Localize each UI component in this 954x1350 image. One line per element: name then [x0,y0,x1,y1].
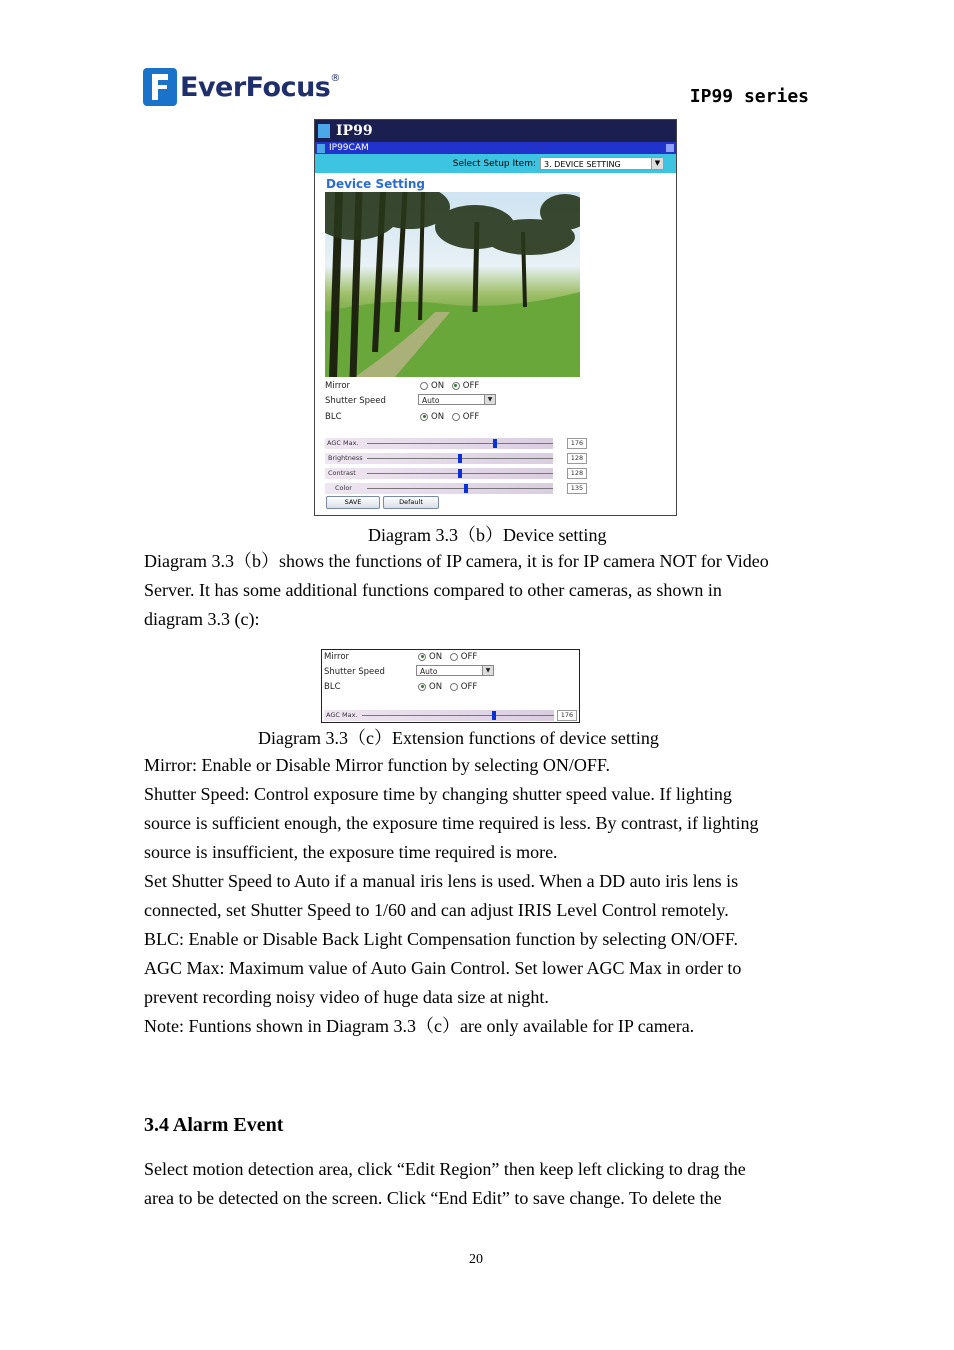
slider-label: AGC Max. [327,439,359,447]
app-title-bar [315,120,676,142]
series-title: IP99 series [689,86,809,107]
mirror-label: Mirror [325,381,351,391]
shutter-speed-select[interactable] [418,394,496,405]
camera-name: IP99CAM [329,143,369,153]
paragraph-2-line: prevent recording noisy video of huge data size at night. [144,987,549,1007]
slider-label: Color [335,484,352,492]
paragraph-2-line: BLC: Enable or Disable Back Light Compensation function by selecting ON/OFF. [144,929,738,949]
park-trees-image [325,192,580,377]
mirror-radio-group [420,381,479,391]
setup-item-value: 3. DEVICE SETTING [544,160,621,169]
blc-off-radio[interactable] [450,683,458,691]
logo-text: EverFocus [180,71,331,103]
slider-label: Brightness [328,454,363,462]
caption-diagram-3-3b: Diagram 3.3（b）Device setting [368,525,607,545]
blc-on-radio[interactable] [420,413,428,421]
slider-row [325,453,589,464]
shutter-speed-value: Auto [420,667,438,676]
mirror-off-label: OFF [462,381,480,391]
mirror-on-radio[interactable] [418,653,426,661]
paragraph-1-line: Server. It has some additional functions compared to other cameras, as shown in [144,580,722,600]
mirror-radio-group [418,652,477,662]
camera-preview-image [325,192,580,377]
slider-value: 128 [567,453,587,464]
paragraph-2-line: Note: Funtions shown in Diagram 3.3（c）are only available for IP camera. [144,1016,695,1036]
section-title: 3.4 Alarm Event [144,1114,284,1136]
everfocus-logo [143,67,340,107]
slider-label: Contrast [328,469,356,477]
slider-row [325,468,589,479]
save-button[interactable]: SAVE [326,496,380,509]
paragraph-2-line: Mirror: Enable or Disable Mirror function by selecting ON/OFF. [144,755,610,775]
slider-row [325,483,589,494]
caption-diagram-3-3c: Diagram 3.3（c）Extension functions of device setting [258,728,659,748]
app-title: IP99 [336,123,373,139]
agc-max-slider-row [324,710,576,721]
paragraph-2-line: AGC Max: Maximum value of Auto Gain Control. Set lower AGC Max in order to [144,958,742,978]
blc-on-label: ON [429,682,443,692]
blc-off-radio[interactable] [452,413,460,421]
slider-value: 135 [567,483,587,494]
paragraph-1-line: diagram 3.3 (c): [144,609,260,629]
camera-name-bar [315,142,676,154]
slider-handle[interactable] [458,469,462,478]
slider-handle[interactable] [493,439,497,448]
blc-label: BLC [325,412,342,422]
slider-row [325,438,589,449]
slider-handle[interactable] [458,454,462,463]
shutter-speed-value: Auto [422,396,440,405]
window-control-icon[interactable] [666,144,674,152]
slider-line [367,443,553,444]
blc-on-radio[interactable] [418,683,426,691]
agc-max-slider-line [362,715,554,716]
shutter-speed-label: Shutter Speed [325,396,386,406]
shutter-speed-select[interactable] [416,665,494,676]
paragraph-2-line: Shutter Speed: Control exposure time by changing shutter speed value. If lighting [144,784,732,804]
mirror-on-label: ON [431,381,445,391]
agc-max-slider-handle[interactable] [492,711,496,720]
paragraph-1 [144,547,769,634]
mirror-on-radio[interactable] [420,382,428,390]
chevron-down-icon[interactable]: ▼ [651,158,663,169]
camera-icon [317,144,325,153]
setup-item-bar [315,154,676,173]
paragraph-2-line: source is insufficient, the exposure time required is more. [144,842,558,862]
page-number: 20 [469,1252,483,1267]
paragraph-3-line: Select motion detection area, click “Edit Region” then keep left clicking to drag the [144,1159,746,1179]
agc-max-value: 176 [557,710,577,721]
extension-functions-screenshot [321,649,580,723]
blc-on-label: ON [431,412,445,422]
app-logo-icon [318,124,330,138]
setup-item-select[interactable] [540,157,664,170]
slider-value: 176 [567,438,587,449]
setup-item-label: Select Setup Item: [452,158,536,169]
blc-off-label: OFF [462,412,480,422]
mirror-on-label: ON [429,652,443,662]
paragraph-2-line: source is sufficient enough, the exposure time required is less. By contrast, if lighting [144,813,759,833]
slider-line [367,488,553,489]
mirror-label: Mirror [324,652,350,662]
blc-label: BLC [324,682,341,692]
slider-value: 128 [567,468,587,479]
blc-radio-group [418,682,477,692]
mirror-off-radio[interactable] [452,382,460,390]
paragraph-3-line: area to be detected on the screen. Click “End Edit” to save change. To delete the [144,1188,722,1208]
slider-handle[interactable] [464,484,468,493]
paragraph-3 [144,1155,746,1213]
default-button[interactable]: Default [383,496,439,509]
logo-registered-mark: ® [330,73,341,84]
everfocus-logo-icon [143,68,177,106]
device-setting-screenshot [314,119,677,516]
paragraph-2-line: connected, set Shutter Speed to 1/60 and can adjust IRIS Level Control remotely. [144,900,729,920]
shutter-speed-label: Shutter Speed [324,667,385,677]
chevron-down-icon[interactable]: ▼ [484,395,495,404]
blc-off-label: OFF [460,682,478,692]
paragraph-2-line: Set Shutter Speed to Auto if a manual iris lens is used. When a DD auto iris lens is [144,871,739,891]
mirror-off-label: OFF [460,652,478,662]
chevron-down-icon[interactable]: ▼ [482,666,493,675]
blc-radio-group [420,412,479,422]
mirror-off-radio[interactable] [450,653,458,661]
agc-max-label: AGC Max. [326,711,358,719]
paragraph-1-line: Diagram 3.3（b）shows the functions of IP camera, it is for IP camera NOT for Video [144,551,769,571]
paragraph-2 [144,751,759,1041]
device-setting-heading: Device Setting [326,177,425,191]
